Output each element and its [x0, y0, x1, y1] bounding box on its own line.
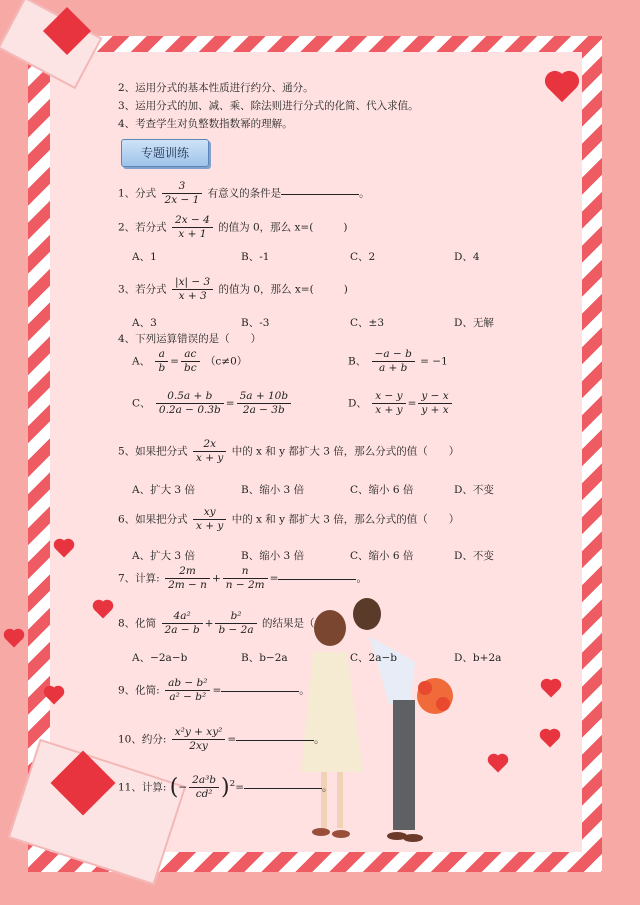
question-11: 11、计算: (− $\frac{\text{2a³b}}{\text{cd²}}$ )$^2$= 。 [118, 774, 333, 800]
q4-c-frac1 [156, 390, 224, 417]
q3-prefix: 3、若分式 [118, 283, 167, 296]
q11-fraction [189, 774, 219, 801]
question-5 [118, 438, 459, 465]
q3-den: x + 3 [178, 290, 207, 302]
q1-end: 。 [359, 187, 370, 200]
q6-suffix: 中的 x 和 y 都扩大 3 倍，那么分式的值（ ） [231, 513, 460, 526]
q7-n2: n [223, 565, 268, 579]
q4-option-a[interactable]: A、 $\frac{a}{b}$ = $\frac{ac}{bc}$ （c≠0） [132, 348, 248, 374]
q5-option-c[interactable]: C、缩小 6 倍 [350, 484, 414, 496]
q4-c-d1: 0.2a − 0.3b [158, 404, 221, 416]
q3-option-b[interactable]: B、-3 [241, 317, 270, 329]
q7-frac2 [223, 565, 268, 592]
q5-prefix: 5、如果把分式 [118, 445, 188, 458]
q8-frac2 [215, 610, 256, 637]
q9-prefix: 9、化简: [118, 684, 160, 697]
q4-a-d2: bc [183, 362, 197, 374]
q5-fraction [193, 438, 226, 465]
q11-prefix: 11、计算: [118, 781, 167, 794]
objective-line: 4、考查学生对负整数指数幂的理解。 [118, 118, 293, 130]
q4-b-rhs: = −1 [420, 355, 448, 368]
q4-a-frac1 [155, 348, 168, 375]
answer-blank[interactable] [244, 787, 322, 789]
question-9: 9、化简: $\frac{\text{ab − b²}}{\text{a² − b²}}$ = 。 [118, 677, 310, 703]
q8-option-b[interactable]: B、b−2a [241, 652, 288, 664]
q2-option-d[interactable]: D、4 [454, 251, 480, 263]
q11-num: 2a³b [189, 774, 219, 788]
answer-blank[interactable] [278, 578, 356, 580]
q4-d-d1: x + y [375, 404, 403, 416]
q7-d1: 2m − n [168, 579, 207, 591]
q8-option-a[interactable]: A、−2a−b [132, 652, 188, 664]
q9-den: a² − b² [169, 691, 207, 703]
q3-option-d[interactable]: D、无解 [454, 317, 494, 329]
q7-frac1 [165, 565, 210, 592]
q8-suffix: 的结果是（ [261, 617, 315, 630]
q7-op: + [211, 572, 221, 585]
answer-blank[interactable] [281, 193, 359, 195]
q5-option-b[interactable]: B、缩小 3 倍 [241, 484, 305, 496]
q4-a-d1: b [158, 362, 166, 374]
q3-suffix: 的值为 0，那么 x=( [218, 283, 314, 296]
q1-suffix: 有意义的条件是 [207, 187, 282, 200]
question-6 [118, 506, 459, 533]
q4-c-d2: 2a − 3b [242, 404, 285, 416]
q6-den: x + y [196, 520, 224, 532]
q9-end: 。 [299, 684, 310, 697]
q10-num: x²y + xy² [172, 726, 226, 740]
question-2 [118, 214, 347, 241]
question-3 [118, 276, 348, 303]
q3-num: |x| − 3 [172, 276, 213, 290]
q4-c-label: C、 [132, 397, 151, 410]
q4-d-label: D、 [348, 397, 367, 410]
q4-b-frac [372, 348, 415, 375]
q2-option-c[interactable]: C、2 [350, 251, 376, 263]
objective-line: 3、运用分式的加、减、乘、除法则进行分式的化简、代入求值。 [118, 100, 419, 112]
q4-a-label: A、 [132, 355, 151, 368]
question-4: 4、下列运算错误的是（ ） [118, 333, 262, 345]
q4-option-b[interactable] [348, 348, 448, 375]
q4-option-d[interactable]: D、 $\frac{x - y}{x + y}$ = $\frac{y - x}{y + x}$ [348, 390, 454, 417]
q2-option-b[interactable]: B、-1 [241, 251, 270, 263]
q4-d-d2: y + x [421, 404, 449, 416]
q10-den: 2xy [189, 740, 208, 752]
q2-prefix: 2、若分式 [118, 221, 167, 234]
q6-option-a[interactable]: A、扩大 3 倍 [132, 550, 195, 562]
q5-suffix: 中的 x 和 y 都扩大 3 倍，那么分式的值（ ） [231, 445, 460, 458]
q1-fraction [162, 180, 203, 207]
q8-n1: 4a² [162, 610, 203, 624]
q6-option-c[interactable]: C、缩小 6 倍 [350, 550, 414, 562]
q3-end: ) [343, 283, 348, 296]
q4-b-label: B、 [348, 355, 367, 368]
q1-prefix: 1、分式 [118, 187, 157, 200]
q6-option-d[interactable]: D、不变 [454, 550, 494, 562]
q7-n1: 2m [165, 565, 210, 579]
q4-d-frac1 [372, 390, 405, 417]
q11-den: cd² [195, 788, 213, 800]
q7-d2: n − 2m [225, 579, 265, 591]
q4-b-n: −a − b [372, 348, 415, 362]
q3-fraction [172, 276, 213, 303]
section-title-badge [121, 139, 209, 167]
q2-option-a[interactable]: A、1 [132, 251, 157, 263]
q7-end: 。 [356, 572, 367, 585]
q8-option-c[interactable]: C、2a−b [350, 652, 397, 664]
q6-fraction [193, 506, 226, 533]
q2-den: x + 1 [178, 228, 207, 240]
q6-prefix: 6、如果把分式 [118, 513, 188, 526]
q10-prefix: 10、约分: [118, 733, 167, 746]
q10-end: 。 [314, 733, 325, 746]
q5-option-a[interactable]: A、扩大 3 倍 [132, 484, 195, 496]
q2-num: 2x − 4 [172, 214, 213, 228]
q8-op: + [204, 617, 214, 630]
q10-fraction [172, 726, 226, 753]
section-title: 专题训练 [140, 146, 189, 160]
q4-b-d: a + b [378, 362, 408, 374]
question-7: 7、计算: $\frac{2m}{2m - n}$ + $\frac{n}{n - 2m}$ = 。 [118, 565, 367, 591]
question-8 [118, 610, 314, 637]
question-10: 10、约分: $\frac{\text{x²y + xy²}}{2xy}$ = 。 [118, 726, 325, 752]
q4-a-cond: （c≠0） [204, 355, 248, 368]
q9-fraction [165, 677, 210, 704]
q1-den: 2x − 1 [164, 194, 200, 206]
q1-num: 3 [162, 180, 203, 194]
q4-c-frac2 [237, 390, 292, 417]
q8-d1: 2a − b [164, 624, 200, 636]
q2-fraction [172, 214, 213, 241]
q4-a-frac2 [181, 348, 200, 375]
q4-d-n1: x − y [372, 390, 405, 404]
q5-num: 2x [193, 438, 226, 452]
answer-blank[interactable] [221, 690, 299, 692]
answer-blank[interactable] [236, 739, 314, 741]
q4-c-n1: 0.5a + b [156, 390, 224, 404]
q8-n2: b² [215, 610, 256, 624]
q8-prefix: 8、化简 [118, 617, 157, 630]
q11-end: 。 [322, 781, 333, 794]
q4-d-frac2 [418, 390, 451, 417]
q6-option-b[interactable]: B、缩小 3 倍 [241, 550, 305, 562]
q2-end: ) [343, 221, 348, 234]
objective-line: 2、运用分式的基本性质进行约分、通分。 [118, 82, 314, 94]
q3-option-a[interactable]: A、3 [132, 317, 157, 329]
q9-num: ab − b² [165, 677, 210, 691]
q5-option-d[interactable]: D、不变 [454, 484, 494, 496]
q8-d2: b − 2a [218, 624, 254, 636]
q2-suffix: 的值为 0，那么 x=( [218, 221, 314, 234]
q8-option-d[interactable]: D、b+2a [454, 652, 502, 664]
q4-d-n2: y − x [418, 390, 451, 404]
q4-option-c[interactable]: C、 $\frac{0.5a + b}{0.2a - 0.3b}$ = $\frac{5a + 10b}{2a - 3b}$ [132, 390, 293, 417]
heart-icon [6, 631, 23, 648]
question-1 [118, 180, 370, 207]
q6-num: xy [193, 506, 226, 520]
q4-a-n2: ac [181, 348, 200, 362]
q5-den: x + y [196, 452, 224, 464]
q4-a-n1: a [155, 348, 168, 362]
q4-c-n2: 5a + 10b [237, 390, 292, 404]
q8-frac1 [162, 610, 203, 637]
q3-option-c[interactable]: C、±3 [350, 317, 385, 329]
q7-prefix: 7、计算: [118, 572, 160, 585]
